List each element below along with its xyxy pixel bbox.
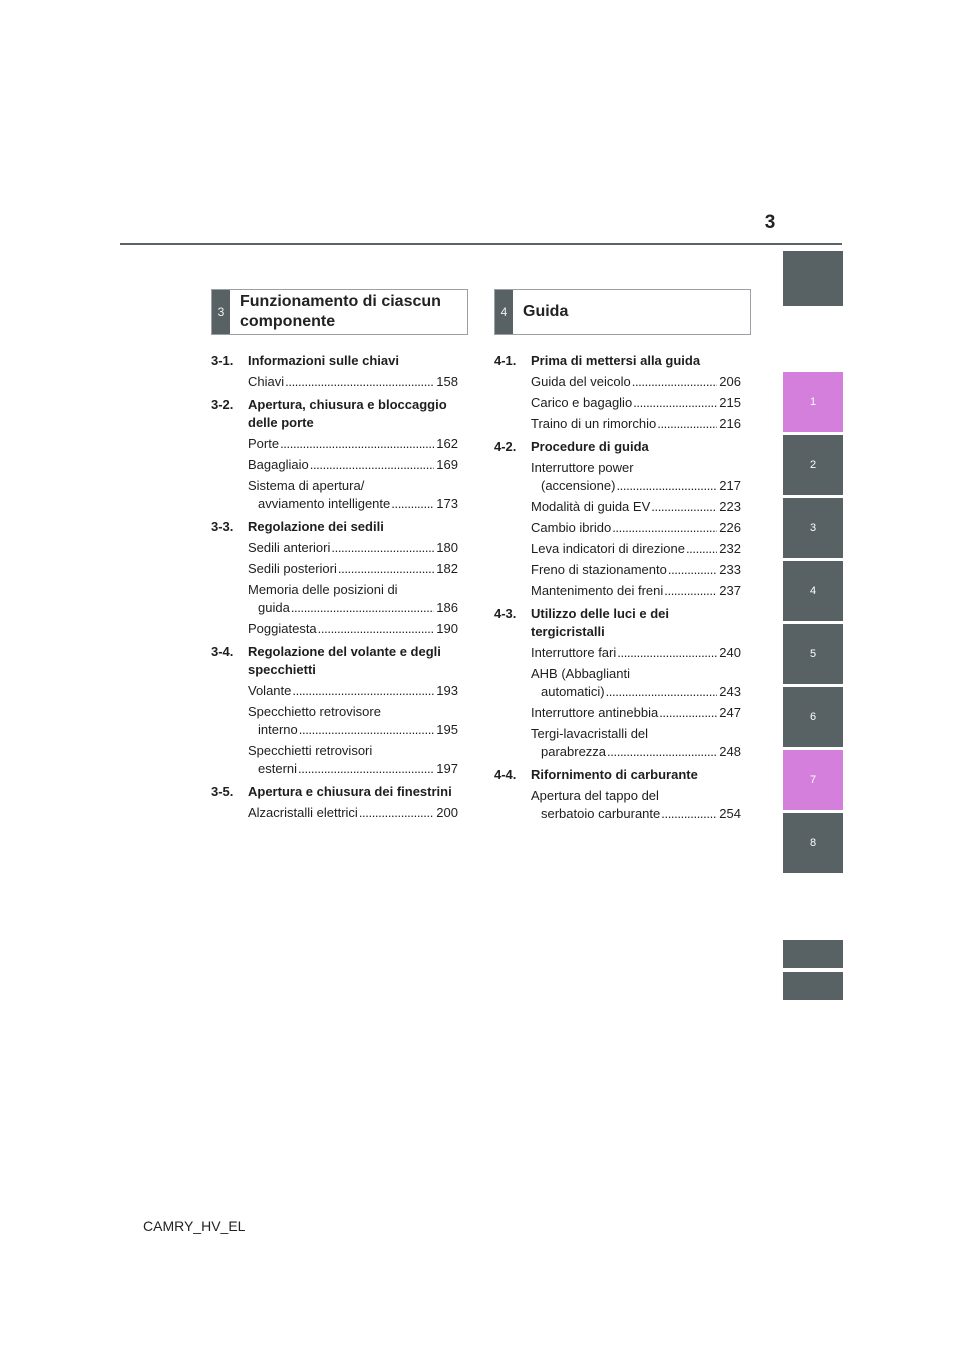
group-title[interactable] — [494, 438, 741, 456]
toc-group — [211, 396, 458, 513]
entry-page-number: 243 — [719, 684, 741, 699]
group-title[interactable] — [494, 766, 741, 784]
entry-label: Mantenimento dei freni — [531, 583, 664, 598]
entry-page-number: 197 — [436, 761, 458, 776]
group-number: 3-2. — [211, 397, 234, 412]
dot-leader — [668, 561, 717, 579]
toc-entry[interactable] — [248, 804, 458, 822]
entry-page-number: 223 — [719, 499, 741, 514]
group-number: 3-1. — [211, 353, 234, 368]
toc-entry[interactable] — [531, 394, 741, 412]
dot-leader — [616, 477, 717, 495]
entry-page-number: 237 — [719, 583, 741, 598]
section-number: 4 — [495, 290, 513, 334]
group-title[interactable] — [494, 352, 741, 370]
toc-entry[interactable] — [248, 373, 458, 391]
chapter-tab-3[interactable]: 3 — [783, 498, 843, 558]
entry-page-number: 169 — [436, 457, 458, 472]
entry-label: Porte — [248, 436, 280, 451]
group-title-text: Regolazione dei sedili — [248, 519, 384, 534]
entry-page-number: 195 — [436, 722, 458, 737]
toc-group — [494, 438, 741, 600]
entry-label: Leva indicatori di direzione — [531, 541, 685, 556]
group-number: 3-3. — [211, 519, 234, 534]
toc-entry[interactable] — [531, 498, 741, 516]
toc-entry[interactable] — [248, 477, 458, 513]
group-title-text: Prima di mettersi alla guida — [531, 353, 701, 368]
toc-entry[interactable] — [248, 742, 458, 778]
section-header-3 — [211, 289, 468, 335]
entry-label: serbatoio carburante — [541, 806, 661, 821]
entry-label: Sistema di apertura/ — [248, 478, 365, 493]
group-title-text: Procedure di guida — [531, 439, 649, 454]
toc-entry[interactable] — [531, 665, 741, 701]
section-title: Guida — [523, 303, 569, 320]
footer-code: CAMRY_HV_EL — [143, 1218, 246, 1234]
dot-leader — [280, 435, 434, 453]
entry-page-number: 215 — [719, 395, 741, 410]
dot-leader — [298, 760, 434, 778]
group-title[interactable] — [211, 518, 458, 536]
entry-page-number: 233 — [719, 562, 741, 577]
dot-leader — [617, 644, 717, 662]
chapter-tab-blank[interactable] — [783, 972, 843, 1000]
group-title-text: Rifornimento di carburante — [531, 767, 698, 782]
entry-label: Traino di un rimorchio — [531, 416, 657, 431]
entry-label: Interruttore fari — [531, 645, 617, 660]
dot-leader — [607, 743, 717, 761]
group-number: 3-4. — [211, 644, 234, 659]
entry-label: automatici) — [541, 684, 605, 699]
entry-page-number: 193 — [436, 683, 458, 698]
toc-group — [494, 352, 741, 433]
chapter-tab-5[interactable]: 5 — [783, 624, 843, 684]
entry-label: Interruttore antinebbia — [531, 705, 659, 720]
entry-page-number: 186 — [436, 600, 458, 615]
toc-entry[interactable] — [531, 373, 741, 391]
entry-label: Sedili anteriori — [248, 540, 331, 555]
toc-group — [211, 643, 458, 778]
entry-label: Chiavi — [248, 374, 285, 389]
dot-leader — [657, 415, 717, 433]
entry-label: AHB (Abbaglianti — [531, 666, 630, 681]
group-number: 4-3. — [494, 606, 517, 621]
toc-entry[interactable] — [248, 581, 458, 617]
entry-page-number: 158 — [436, 374, 458, 389]
page-number: 3 — [764, 212, 776, 233]
entry-label: Specchietto retrovisore — [248, 704, 381, 719]
chapter-tab-4[interactable]: 4 — [783, 561, 843, 621]
chapter-tab-8[interactable]: 8 — [783, 813, 843, 873]
chapter-tab-6[interactable]: 6 — [783, 687, 843, 747]
group-title[interactable] — [494, 605, 741, 641]
section-title: Funzionamento di ciascun componente — [240, 293, 441, 330]
entry-page-number: 173 — [436, 496, 458, 511]
dot-leader — [661, 805, 717, 823]
dot-leader — [359, 804, 434, 822]
entry-page-number: 216 — [719, 416, 741, 431]
entry-label: esterni — [258, 761, 298, 776]
entry-page-number: 162 — [436, 436, 458, 451]
chapter-tab-2[interactable]: 2 — [783, 435, 843, 495]
dot-leader — [632, 373, 718, 391]
dot-leader — [651, 498, 717, 516]
entry-label: Alzacristalli elettrici — [248, 805, 358, 820]
entry-label: Guida del veicolo — [531, 374, 631, 389]
toc-entry[interactable] — [248, 682, 458, 700]
group-title-text: Apertura, chiusura e bloccaggio delle porte — [248, 397, 447, 430]
dot-leader — [606, 683, 718, 701]
toc-group — [211, 352, 458, 391]
entry-label: Freno di stazionamento — [531, 562, 667, 577]
dot-leader — [318, 620, 435, 638]
entry-page-number: 200 — [436, 805, 458, 820]
group-title-text: Informazioni sulle chiavi — [248, 353, 399, 368]
entry-label: Tergi-lavacristalli del — [531, 726, 649, 741]
entry-label: guida — [258, 600, 290, 615]
dot-leader — [292, 682, 434, 700]
dot-leader — [664, 582, 717, 600]
chapter-tab-1[interactable]: 1 — [783, 372, 843, 432]
toc-entry[interactable] — [248, 539, 458, 557]
dot-leader — [285, 373, 434, 391]
toc-entry[interactable] — [531, 540, 741, 558]
group-title-text: Regolazione del volante e degli specchietti — [248, 644, 441, 677]
entry-page-number: 226 — [719, 520, 741, 535]
entry-page-number: 182 — [436, 561, 458, 576]
dot-leader — [338, 560, 434, 578]
toc-group — [211, 783, 458, 822]
header-rule — [120, 243, 842, 245]
toc-entry[interactable] — [531, 644, 741, 662]
toc-entry[interactable] — [531, 561, 741, 579]
entry-label: Apertura del tappo del — [531, 788, 659, 803]
group-number: 4-4. — [494, 767, 517, 782]
section-number: 3 — [212, 290, 230, 334]
toc-entry[interactable] — [531, 704, 741, 722]
dot-leader — [291, 599, 434, 617]
group-number: 4-2. — [494, 439, 517, 454]
group-title-text: Utilizzo delle luci e dei tergicristalli — [531, 606, 669, 639]
dot-leader — [633, 394, 717, 412]
dot-leader — [299, 721, 435, 739]
toc-group — [494, 766, 741, 823]
entry-label: Carico e bagaglio — [531, 395, 633, 410]
dot-leader — [310, 456, 435, 474]
toc-entry[interactable] — [248, 620, 458, 638]
entry-page-number: 217 — [719, 478, 741, 493]
group-title-text: Apertura e chiusura dei finestrini — [248, 784, 452, 799]
entry-label: Poggiatesta — [248, 621, 317, 636]
group-number: 3-5. — [211, 784, 234, 799]
dot-leader — [612, 519, 717, 537]
toc-entry[interactable] — [248, 560, 458, 578]
toc-entry[interactable] — [248, 435, 458, 453]
dot-leader — [659, 704, 717, 722]
entry-label: avviamento intelligente — [258, 496, 391, 511]
entry-label: Memoria delle posizioni di — [248, 582, 398, 597]
toc-column-section-4 — [494, 352, 741, 828]
toc-entry[interactable] — [531, 415, 741, 433]
group-title[interactable] — [211, 396, 458, 432]
toc-group — [211, 518, 458, 638]
entry-page-number: 240 — [719, 645, 741, 660]
toc-group — [494, 605, 741, 761]
entry-page-number: 232 — [719, 541, 741, 556]
entry-label: parabrezza — [541, 744, 607, 759]
dot-leader — [686, 540, 717, 558]
toc-entry[interactable] — [531, 725, 741, 761]
entry-label: Interruttore power — [531, 460, 634, 475]
entry-page-number: 206 — [719, 374, 741, 389]
entry-page-number: 248 — [719, 744, 741, 759]
group-title[interactable] — [211, 783, 458, 801]
entry-label: Cambio ibrido — [531, 520, 612, 535]
entry-label: Volante — [248, 683, 292, 698]
section-header-4 — [494, 289, 751, 335]
toc-entry[interactable] — [248, 456, 458, 474]
entry-label: Specchietti retrovisori — [248, 743, 373, 758]
entry-page-number: 247 — [719, 705, 741, 720]
entry-label: interno — [258, 722, 298, 737]
entry-page-number: 190 — [436, 621, 458, 636]
entry-label: Modalità di guida EV — [531, 499, 651, 514]
entry-page-number: 180 — [436, 540, 458, 555]
entry-page-number: 254 — [719, 806, 741, 821]
chapter-tab-blank[interactable] — [783, 940, 843, 968]
group-title[interactable] — [211, 643, 458, 679]
toc-column-section-3 — [211, 352, 458, 827]
chapter-tab-7[interactable]: 7 — [783, 750, 843, 810]
toc-entry[interactable] — [248, 703, 458, 739]
entry-label: Sedili posteriori — [248, 561, 337, 576]
group-title[interactable] — [211, 352, 458, 370]
toc-entry[interactable] — [531, 459, 741, 495]
entry-label: (accensione) — [541, 478, 616, 493]
toc-entry[interactable] — [531, 519, 741, 537]
toc-entry[interactable] — [531, 787, 741, 823]
toc-entry[interactable] — [531, 582, 741, 600]
chapter-tab-blank[interactable] — [783, 251, 843, 306]
dot-leader — [331, 539, 434, 557]
entry-label: Bagagliaio — [248, 457, 309, 472]
group-number: 4-1. — [494, 353, 517, 368]
dot-leader — [391, 495, 434, 513]
